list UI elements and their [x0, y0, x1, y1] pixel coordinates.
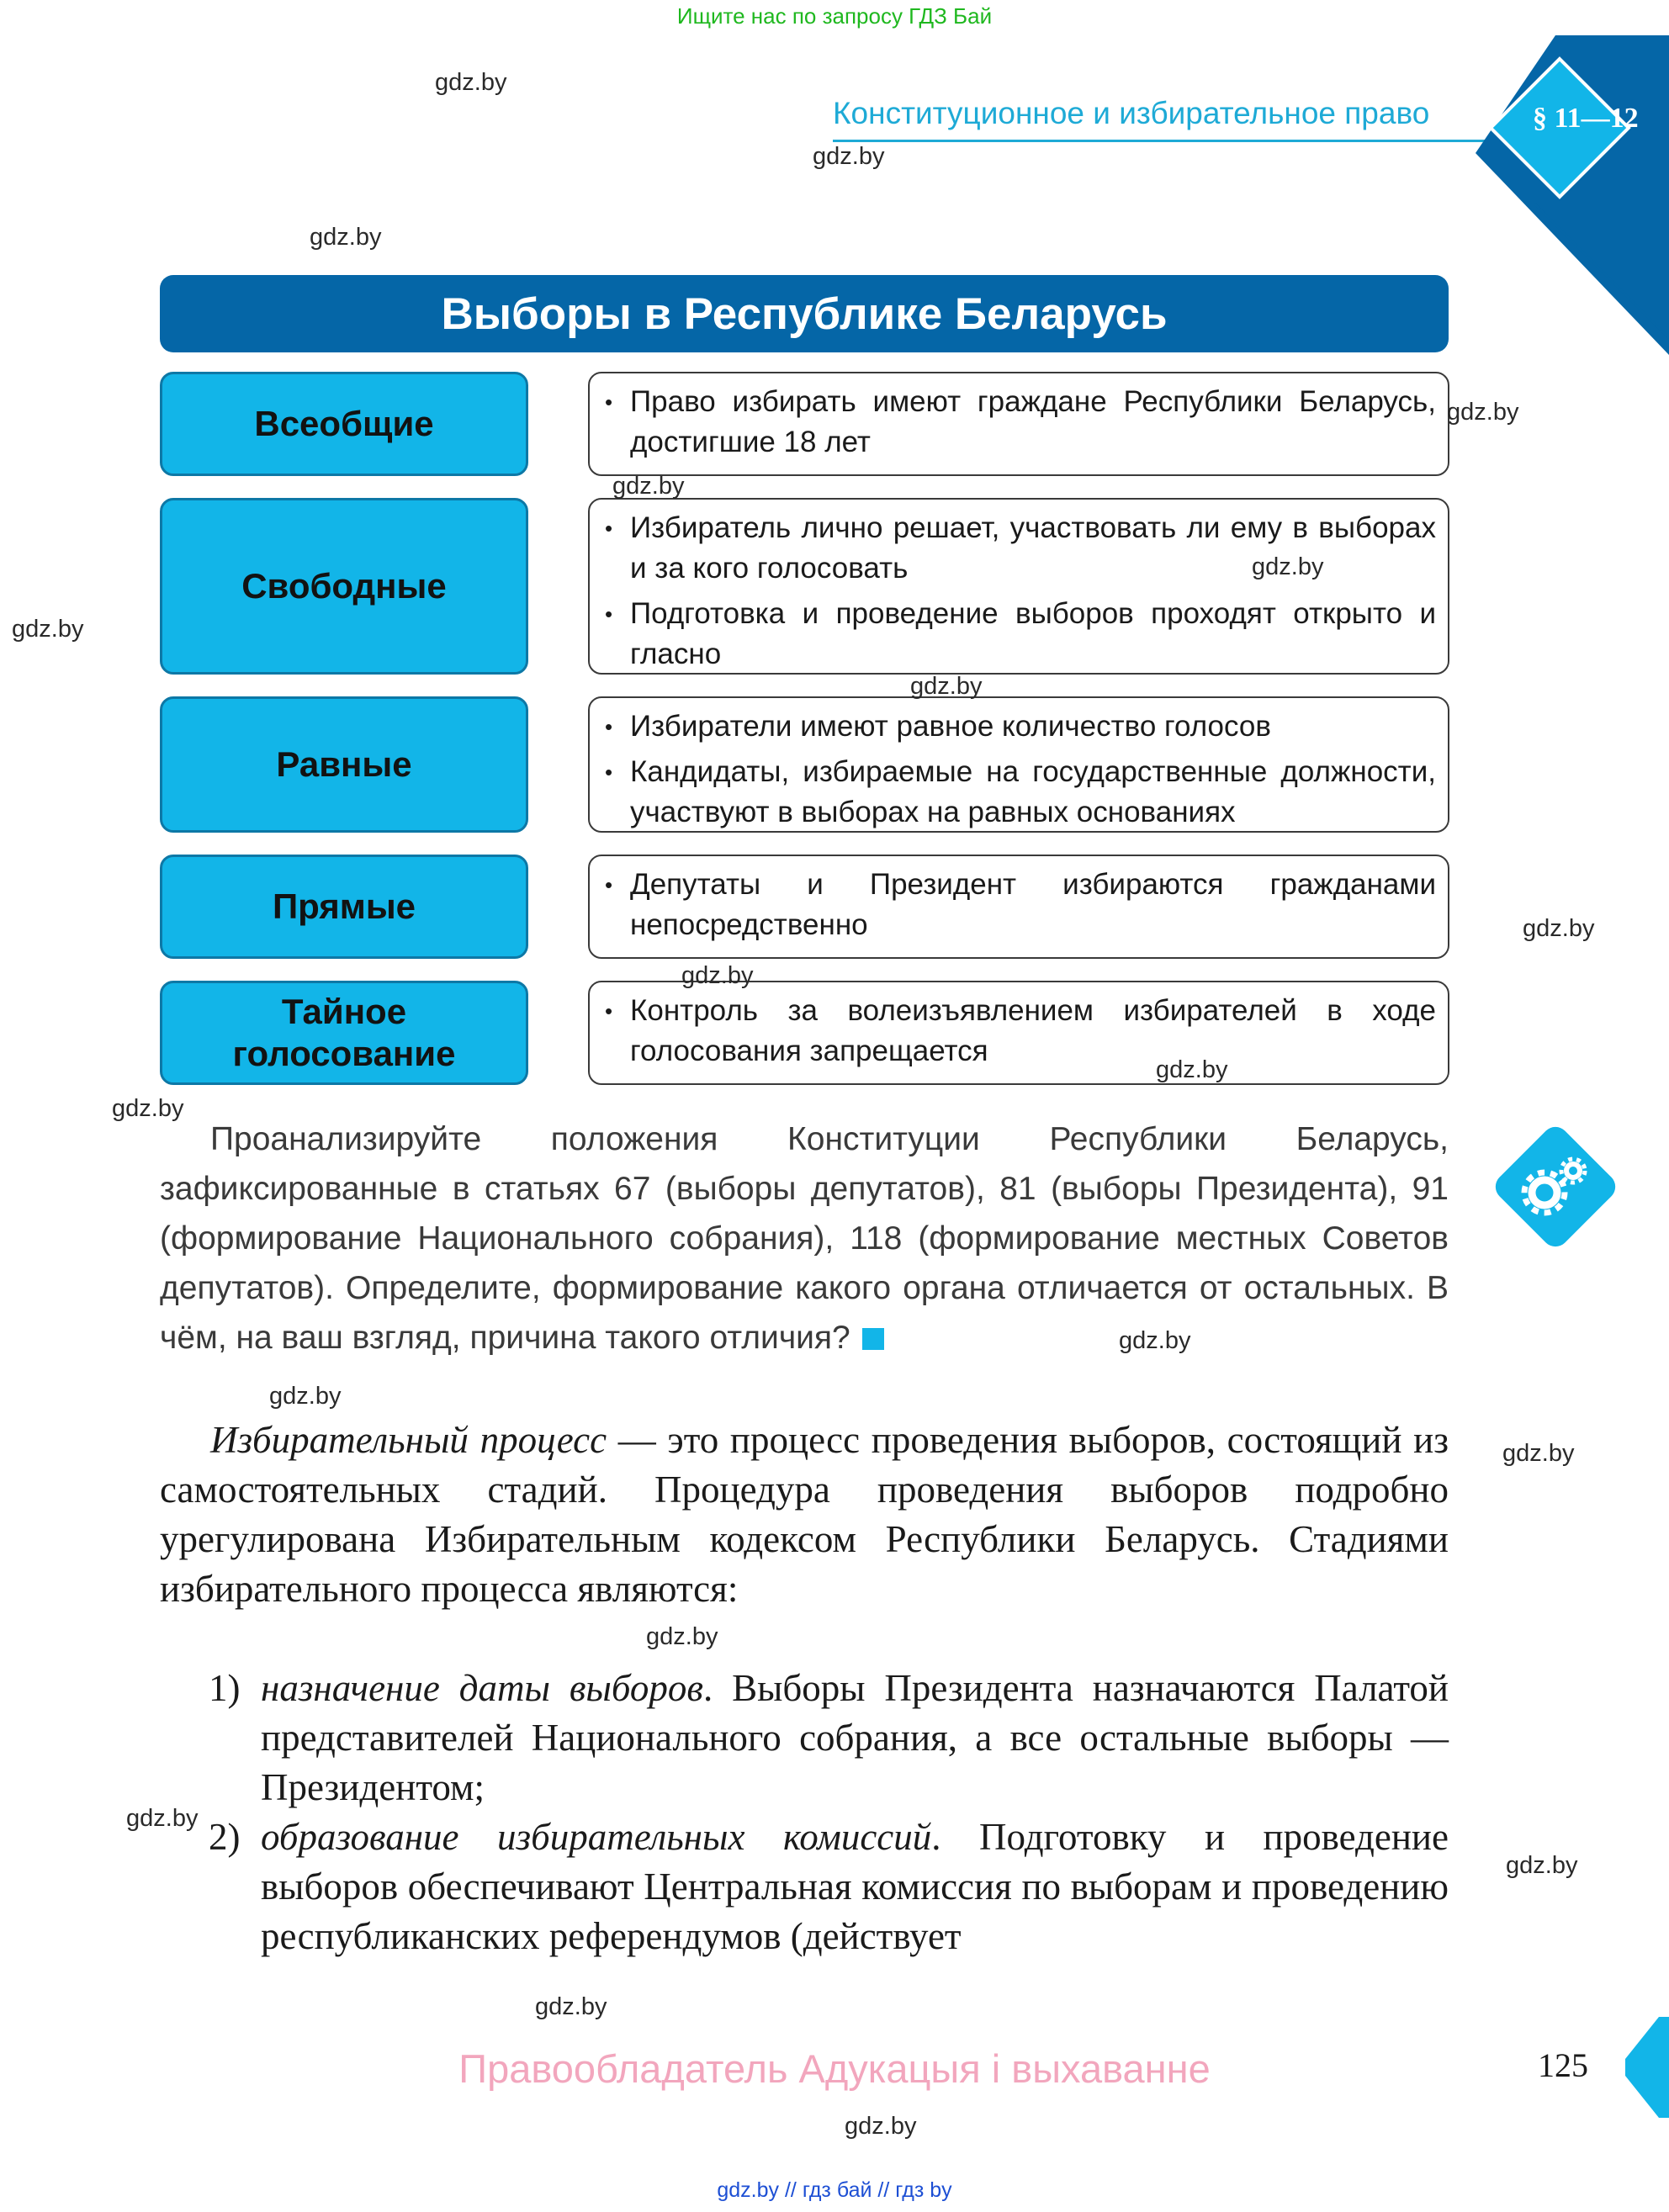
watermark: gdz.by [535, 1993, 607, 2020]
section-badge: § 11—12 [1533, 103, 1639, 134]
term-box-direct: Прямые [160, 855, 528, 959]
term-box-free: Свободные [160, 498, 528, 675]
main-paragraph [160, 1416, 1449, 1614]
running-head: Конституционное и избирательное право [833, 96, 1430, 130]
list-item-2 [209, 1812, 1449, 1961]
desc-box-free [588, 498, 1449, 675]
desc-box-secret-ballot [588, 981, 1449, 1085]
desc-item: • Кандидаты, избираемые на государственные должности, участвуют в выборах на равных основаниях [630, 752, 1436, 833]
desc-item: • Избиратель лично решает, участвовать ли ему в выборах и за кого голосовать [630, 508, 1436, 589]
watermark: gdz.by [1156, 1056, 1228, 1083]
watermark: gdz.by [310, 224, 382, 251]
task-text: Проанализируйте положения Конституции Республики Беларусь, зафиксированные в статьях 67 (выборы депутатов), 81 (выборы Президента), 91 (формирование Национального собрания), 118 (формирование местных Советов депутатов). Определите, формирование какого органа отличается от остальных. В чём, на ваш взгляд, причина такого отличия? [160, 1121, 1449, 1356]
task-end-square-icon [862, 1328, 884, 1350]
main-paragraph-text: — это процесс проведения выборов, состоящий из самостоятельных стадий. Процедура проведения выборов подробно урегулирована Избирательным кодексом Республики Беларусь. Стадиями избирательного процесса являются: [160, 1419, 1449, 1610]
list-text: . Выборы Президента назначаются Палатой представителей Национального собрания, а все остальные выборы — Президентом; [261, 1667, 1449, 1808]
term-box-equal: Равные [160, 696, 528, 833]
list-text: . Подготовку и проведение выборов обеспечивают Центральная комиссия по выборам и проведению республиканских референдумов (действует [261, 1816, 1449, 1957]
watermark: gdz.by [1119, 1327, 1191, 1354]
watermark: gdz.by [910, 673, 983, 700]
desc-item: • Депутаты и Президент избираются гражданами непосредственно [630, 865, 1436, 945]
watermark: gdz.by [1506, 1852, 1578, 1879]
watermark: gdz.by [1447, 399, 1519, 426]
watermark: gdz.by [681, 962, 754, 989]
running-head-rule [833, 140, 1523, 142]
term-electoral-process: Избирательный процесс [210, 1419, 607, 1461]
corner-decoration [1476, 35, 1669, 355]
page-tab-marker [1625, 2017, 1669, 2118]
watermark: gdz.by [612, 473, 685, 500]
gears-icon [1491, 1122, 1620, 1252]
desc-item: • Контроль за волеизъявлением избирателей в ходе голосования запрещается [630, 991, 1436, 1072]
desc-item: • Избиратели имеют равное количество голосов [630, 706, 1436, 747]
desc-item: • Подготовка и проведение выборов проходят открыто и гласно [630, 594, 1436, 675]
diagram-title: Выборы в Республике Беларусь [160, 275, 1449, 352]
footer-links [0, 2178, 1669, 2203]
term-box-secret-ballot: Тайное голосование [160, 981, 528, 1085]
list-item-1 [209, 1664, 1449, 1812]
top-search-notice: Ищите нас по запросу ГДЗ Бай [676, 3, 993, 29]
watermark: gdz.by [1502, 1440, 1575, 1467]
watermark: gdz.by [112, 1095, 184, 1122]
desc-box-direct [588, 855, 1449, 959]
footer-link-gdz-bai[interactable]: гдз бай [802, 2178, 872, 2202]
watermark: gdz.by [435, 69, 507, 96]
footer-link-gdz-by[interactable]: gdz.by [717, 2178, 780, 2202]
page-number: 125 [1538, 2046, 1588, 2084]
footer-link-gdz-by-cyr[interactable]: гдз by [895, 2178, 952, 2202]
footer-separator: // [877, 2178, 890, 2202]
watermark: gdz.by [126, 1805, 199, 1832]
copyright-notice: Правообладатель Адукацыя і выхаванне [458, 2046, 1211, 2091]
watermark: gdz.by [845, 2113, 917, 2140]
term-box-universal: Всеобщие [160, 372, 528, 476]
watermark: gdz.by [12, 616, 84, 643]
watermark: gdz.by [1523, 915, 1595, 942]
list-number: 1) [209, 1667, 241, 1709]
list-number: 2) [209, 1816, 241, 1858]
footer-separator: // [784, 2178, 797, 2202]
desc-box-universal [588, 372, 1449, 476]
list-term: образование избирательных комиссий [261, 1816, 932, 1858]
desc-box-equal [588, 696, 1449, 833]
desc-item: • Право избирать имеют граждане Республики Беларусь, достигшие 18 лет [630, 382, 1436, 463]
watermark: gdz.by [646, 1623, 718, 1650]
list-term: назначение даты выборов [261, 1667, 703, 1709]
watermark: gdz.by [269, 1383, 342, 1410]
task-paragraph [160, 1114, 1449, 1363]
watermark: gdz.by [813, 143, 885, 170]
watermark: gdz.by [1252, 553, 1324, 580]
